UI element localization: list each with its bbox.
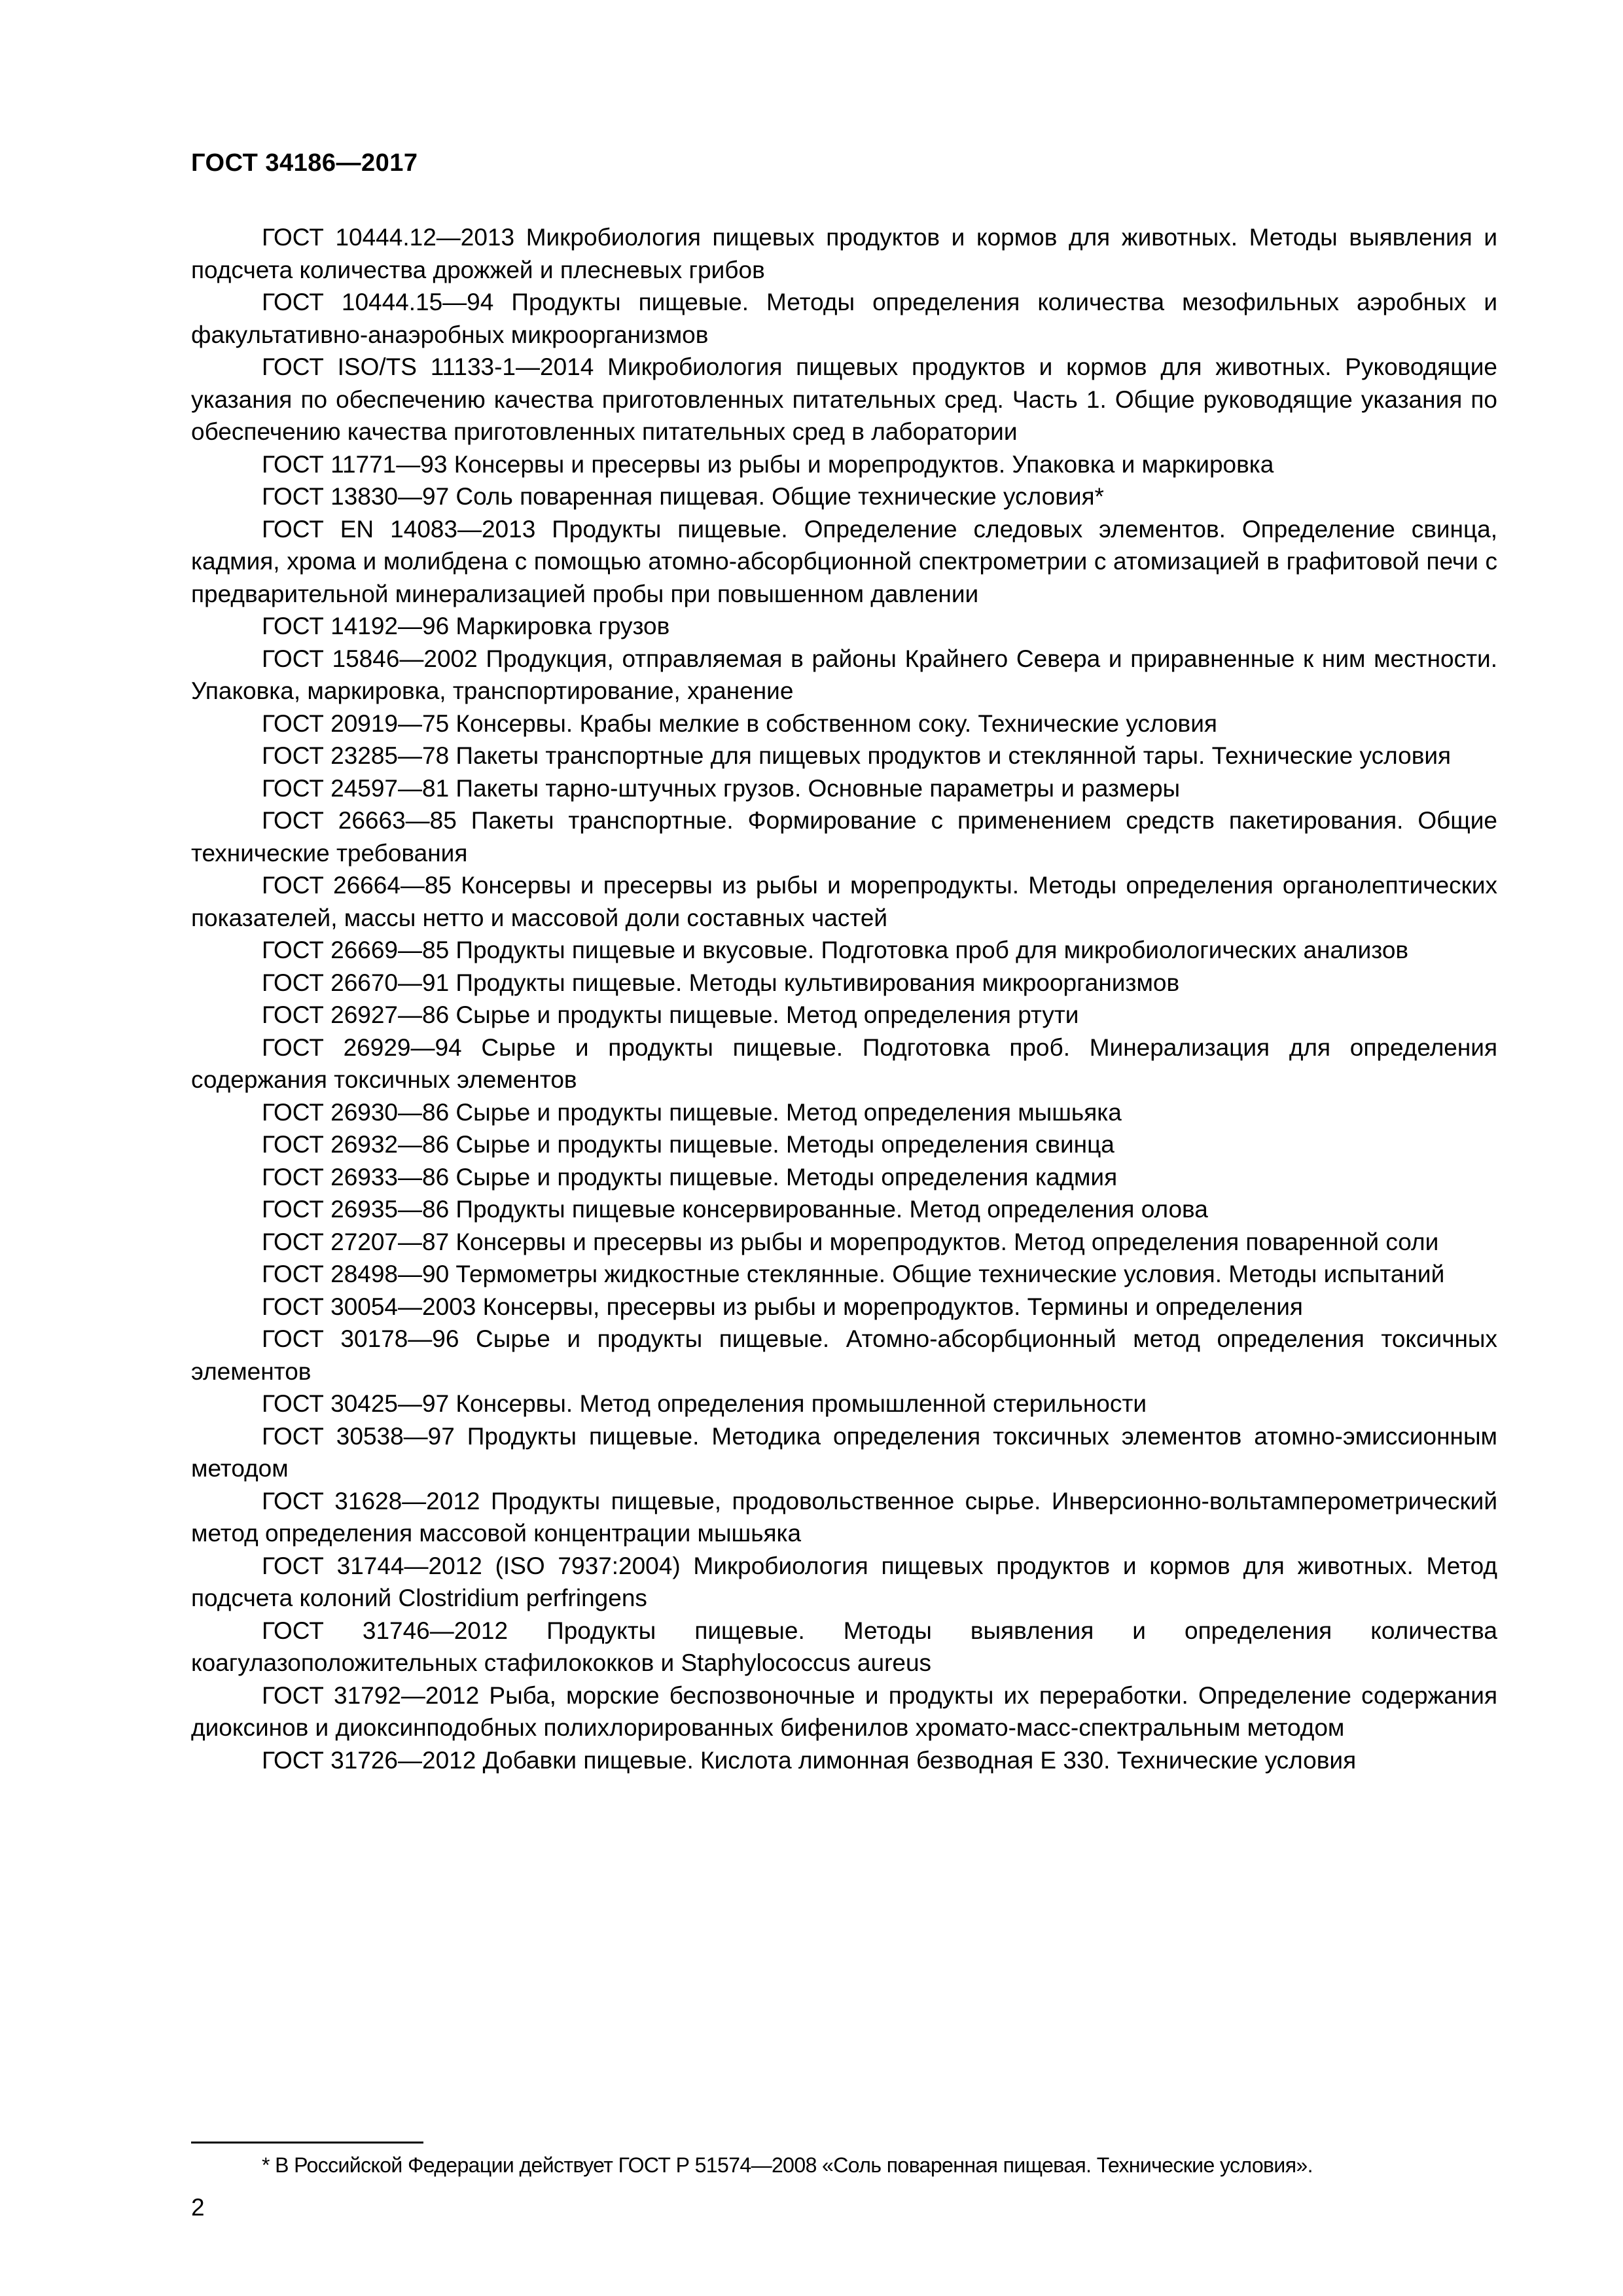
reference-item: ГОСТ 30425—97 Консервы. Метод определения промышленной стерильности [262, 1390, 1147, 1417]
reference-item: ГОСТ 26932—86 Сырье и продукты пищевые. Методы определения свинца [262, 1131, 1115, 1158]
reference-item: ГОСТ 26670—91 Продукты пищевые. Методы культивирования микроорганизмов [262, 969, 1180, 996]
reference-item: ГОСТ 28498—90 Термометры жидкостные стеклянные. Общие технические условия. Методы испытаний [262, 1261, 1445, 1287]
reference-item: ГОСТ 10444.15—94 Продукты пищевые. Методы определения количества мезофильных аэробных и факультативно-анаэробных микроорганизмов [191, 289, 1497, 348]
normative-references-list [191, 221, 1497, 1776]
reference-item: ГОСТ 23285—78 Пакеты транспортные для пищевых продуктов и стеклянной тары. Технические условия [262, 742, 1452, 769]
reference-item: ГОСТ 26929—94 Сырье и продукты пищевые. Подготовка проб. Минерализация для определения содержания токсичных элементов [191, 1033, 1497, 1093]
reference-item: ГОСТ 31792—2012 Рыба, морские беспозвоночные и продукты их переработки. Определение содержания диоксинов и диоксинподобных полихлорированных бифенилов хромато-масс-спектральным методом [191, 1681, 1497, 1741]
reference-item: ГОСТ 24597—81 Пакеты тарно-штучных грузов. Основные параметры и размеры [262, 774, 1181, 802]
reference-item: ГОСТ 14192—96 Маркировка грузов [262, 613, 670, 639]
reference-item: ГОСТ 30178—96 Сырье и продукты пищевые. Атомно-абсорбционный метод определения токсичных элементов [191, 1325, 1497, 1385]
reference-item: ГОСТ 15846—2002 Продукция, отправляемая в районы Крайнего Севера и приравненные к ним местности. Упаковка, маркировка, транспортирование, хранение [191, 645, 1497, 704]
reference-item: ГОСТ 13830—97 Соль поваренная пищевая. Общие технические условия* [262, 483, 1104, 510]
reference-item: ГОСТ 11771—93 Консервы и пресервы из рыбы и морепродуктов. Упаковка и маркировка [262, 450, 1274, 478]
reference-item: ГОСТ 31746—2012 Продукты пищевые. Методы выявления и определения количества коагулазоположительных стафилококков и Staphylococcus aureus [191, 1617, 1497, 1676]
reference-item: ГОСТ 31726—2012 Добавки пищевые. Кислота лимонная безводная Е 330. Технические условия [262, 1746, 1357, 1774]
reference-item: ГОСТ ISO/TS 11133-1—2014 Микробиология пищевых продуктов и кормов для животных. Руководящие указания по обеспечению качества приготовленных питательных сред. Часть 1. Общие руководящие указания по обеспечению качества приготовленных питательных сред в лаборатории [191, 353, 1497, 445]
reference-item: ГОСТ 30538—97 Продукты пищевые. Методика определения токсичных элементов атомно-эмиссионным методом [191, 1422, 1497, 1482]
reference-item: ГОСТ 31628—2012 Продукты пищевые, продовольственное сырье. Инверсионно-вольтамперометрический метод определения массовой концентрации мышьяка [191, 1487, 1497, 1547]
reference-item: ГОСТ 26663—85 Пакеты транспортные. Формирование с применением средств пакетирования. Общие технические требования [191, 807, 1497, 867]
reference-item: ГОСТ 26930—86 Сырье и продукты пищевые. Метод определения мышьяка [262, 1098, 1122, 1126]
reference-item: ГОСТ 26669—85 Продукты пищевые и вкусовые. Подготовка проб для микробиологических анализов [262, 937, 1409, 963]
document-header: ГОСТ 34186—2017 [191, 149, 418, 177]
reference-item: ГОСТ EN 14083—2013 Продукты пищевые. Определение следовых элементов. Определение свинца, кадмия, хрома и молибдена с помощью атомно-абсорбционной спектрометрии с атомизацией в графитовой печи с предварительной минерализацией пробы при повышенном давлении [191, 515, 1497, 607]
reference-item: ГОСТ 20919—75 Консервы. Крабы мелкие в собственном соку. Технические условия [262, 709, 1217, 737]
reference-item: ГОСТ 27207—87 Консервы и пресервы из рыбы и морепродуктов. Метод определения поваренной соли [262, 1228, 1439, 1255]
footnote: * В Российской Федерации действует ГОСТ Р 51574—2008 «Соль поваренная пищевая. Технические условия». [262, 2153, 1313, 2177]
reference-item: ГОСТ 30054—2003 Консервы, пресервы из рыбы и морепродуктов. Термины и определения [262, 1293, 1303, 1320]
reference-item: ГОСТ 26935—86 Продукты пищевые консервированные. Метод определения олова [262, 1196, 1208, 1223]
footnote-divider [191, 2142, 423, 2144]
reference-item: ГОСТ 26927—86 Сырье и продукты пищевые. Метод определения ртути [262, 1001, 1079, 1028]
reference-item: ГОСТ 26933—86 Сырье и продукты пищевые. Методы определения кадмия [262, 1163, 1118, 1191]
page-number: 2 [191, 2194, 205, 2221]
reference-item: ГОСТ 31744—2012 (ISO 7937:2004) Микробиология пищевых продуктов и кормов для животных. Метод подсчета колоний Clostridium perfringens [191, 1552, 1497, 1611]
reference-item: ГОСТ 10444.12—2013 Микробиология пищевых продуктов и кормов для животных. Методы выявления и подсчета количества дрожжей и плесневых грибов [191, 224, 1497, 283]
reference-item: ГОСТ 26664—85 Консервы и пресервы из рыбы и морепродукты. Методы определения органолептических показателей, массы нетто и массовой доли составных частей [191, 872, 1497, 931]
